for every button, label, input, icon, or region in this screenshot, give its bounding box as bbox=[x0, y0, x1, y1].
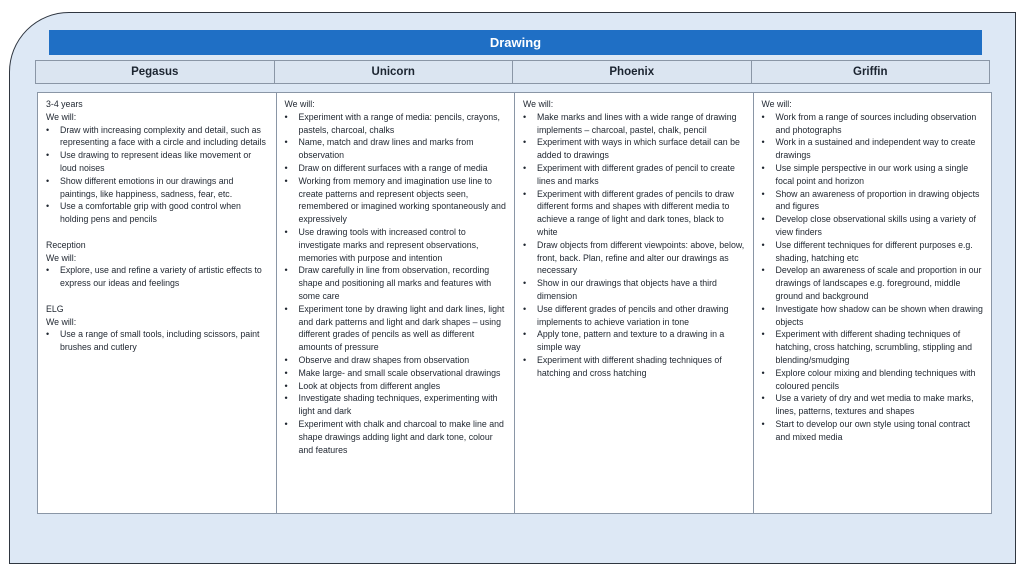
bullet-list bbox=[523, 111, 745, 380]
section-intro: We will: bbox=[46, 111, 77, 122]
list-item: • Make large- and small scale observational drawings bbox=[285, 367, 507, 380]
list-item: • Experiment with different grades of pencil to create lines and marks bbox=[523, 162, 745, 188]
list-item: • Draw on different surfaces with a range of media bbox=[285, 162, 507, 175]
section bbox=[46, 239, 268, 290]
list-item: • Working from memory and imagination use line to create patterns and represent objects seen, remembered or imagined working spontaneously and expressively bbox=[285, 175, 507, 226]
list-item: • Work from a range of sources including observation and photographs bbox=[762, 111, 984, 137]
bullet-list bbox=[762, 111, 984, 444]
list-item: • Experiment with ways in which surface detail can be added to drawings bbox=[523, 136, 745, 162]
column-unicorn bbox=[277, 93, 516, 513]
list-item: • Work in a sustained and independent way to create drawings bbox=[762, 136, 984, 162]
bullet-list bbox=[285, 111, 507, 457]
list-item: • Name, match and draw lines and marks from observation bbox=[285, 136, 507, 162]
column-griffin bbox=[754, 93, 992, 513]
column-header-row bbox=[35, 60, 990, 84]
list-item: • Start to develop our own style using tonal contract and mixed media bbox=[762, 418, 984, 444]
list-item: • Experiment with different shading techniques of hatching, cross hatching, scrumbling, stippling and blending/smudging bbox=[762, 328, 984, 366]
section-heading: 3-4 years bbox=[46, 99, 83, 109]
list-item: • Show an awareness of proportion in drawing objects and figures bbox=[762, 188, 984, 214]
list-item: • Look at objects from different angles bbox=[285, 380, 507, 393]
section bbox=[762, 98, 984, 444]
list-item: • Investigate shading techniques, experimenting with light and dark bbox=[285, 392, 507, 418]
column-header-phoenix: Phoenix bbox=[513, 61, 752, 83]
list-item: • Experiment tone by drawing light and dark lines, light and dark patterns and light and dark shapes – using different grades of pencils as well as different amounts of pressure bbox=[285, 303, 507, 354]
bullet-list bbox=[46, 264, 268, 290]
page-title: Drawing bbox=[49, 30, 982, 55]
list-item: • Develop close observational skills using a variety of view finders bbox=[762, 213, 984, 239]
list-item: • Make marks and lines with a wide range of drawing implements – charcoal, pastel, chalk, pencil bbox=[523, 111, 745, 137]
list-item: • Develop an awareness of scale and proportion in our drawings of landscapes e.g. foreground, middle ground and background bbox=[762, 264, 984, 302]
list-item: • Draw with increasing complexity and detail, such as representing a face with a circle and including details bbox=[46, 124, 268, 150]
column-header-unicorn: Unicorn bbox=[275, 61, 514, 83]
section-intro: We will: bbox=[46, 316, 77, 327]
list-item: • Apply tone, pattern and texture to a drawing in a simple way bbox=[523, 328, 745, 354]
list-item: • Use different techniques for different purposes e.g. shading, hatching etc bbox=[762, 239, 984, 265]
section bbox=[523, 98, 745, 380]
bullet-list bbox=[46, 328, 268, 354]
list-item: • Use different grades of pencils and other drawing implements to achieve variation in tone bbox=[523, 303, 745, 329]
list-item: • Experiment with chalk and charcoal to make line and shape drawings adding light and dark tone, colour and features bbox=[285, 418, 507, 456]
section-heading: Reception bbox=[46, 239, 86, 250]
column-pegasus bbox=[38, 93, 277, 513]
list-item: • Draw carefully in line from observation, recording shape and positioning all marks and features with some care bbox=[285, 264, 507, 302]
list-item: • Explore colour mixing and blending techniques with coloured pencils bbox=[762, 367, 984, 393]
list-item: • Experiment with different shading techniques of hatching and cross hatching bbox=[523, 354, 745, 380]
list-item: • Experiment with a range of media: pencils, crayons, pastels, charcoal, chalks bbox=[285, 111, 507, 137]
list-item: • Show in our drawings that objects have a third dimension bbox=[523, 277, 745, 303]
list-item: • Use a range of small tools, including scissors, paint brushes and cutlery bbox=[46, 328, 268, 354]
list-item: • Experiment with different grades of pencils to draw different forms and shapes with different media to achieve a range of light and dark tones, black to white bbox=[523, 188, 745, 239]
section-intro: We will: bbox=[46, 252, 77, 263]
section-intro: We will: bbox=[761, 99, 792, 109]
section-intro: We will: bbox=[284, 99, 315, 109]
column-phoenix bbox=[515, 93, 754, 513]
bullet-list bbox=[46, 124, 268, 226]
list-item: • Use a variety of dry and wet media to make marks, lines, patterns, textures and shapes bbox=[762, 392, 984, 418]
list-item: • Show different emotions in our drawings and paintings, like happiness, sadness, fear, etc. bbox=[46, 175, 268, 201]
list-item: • Use drawing tools with increased control to investigate marks and represent observations, memories with purpose and intention bbox=[285, 226, 507, 264]
list-item: • Investigate how shadow can be shown when drawing objects bbox=[762, 303, 984, 329]
column-header-griffin: Griffin bbox=[752, 61, 990, 83]
list-item: • Draw objects from different viewpoints: above, below, front, back. Plan, refine and alter our drawings as necessary bbox=[523, 239, 745, 277]
list-item: • Use a comfortable grip with good control when holding pens and pencils bbox=[46, 200, 268, 226]
list-item: • Observe and draw shapes from observation bbox=[285, 354, 507, 367]
content-row bbox=[37, 92, 992, 514]
column-header-pegasus: Pegasus bbox=[36, 61, 275, 83]
list-item: • Explore, use and refine a variety of artistic effects to express our ideas and feelings bbox=[46, 264, 268, 290]
section bbox=[46, 98, 268, 226]
section-heading: ELG bbox=[46, 303, 64, 314]
section-intro: We will: bbox=[523, 99, 554, 109]
section bbox=[285, 98, 507, 456]
list-item: • Use simple perspective in our work using a single focal point and horizon bbox=[762, 162, 984, 188]
section bbox=[46, 303, 268, 354]
list-item: • Use drawing to represent ideas like movement or loud noises bbox=[46, 149, 268, 175]
